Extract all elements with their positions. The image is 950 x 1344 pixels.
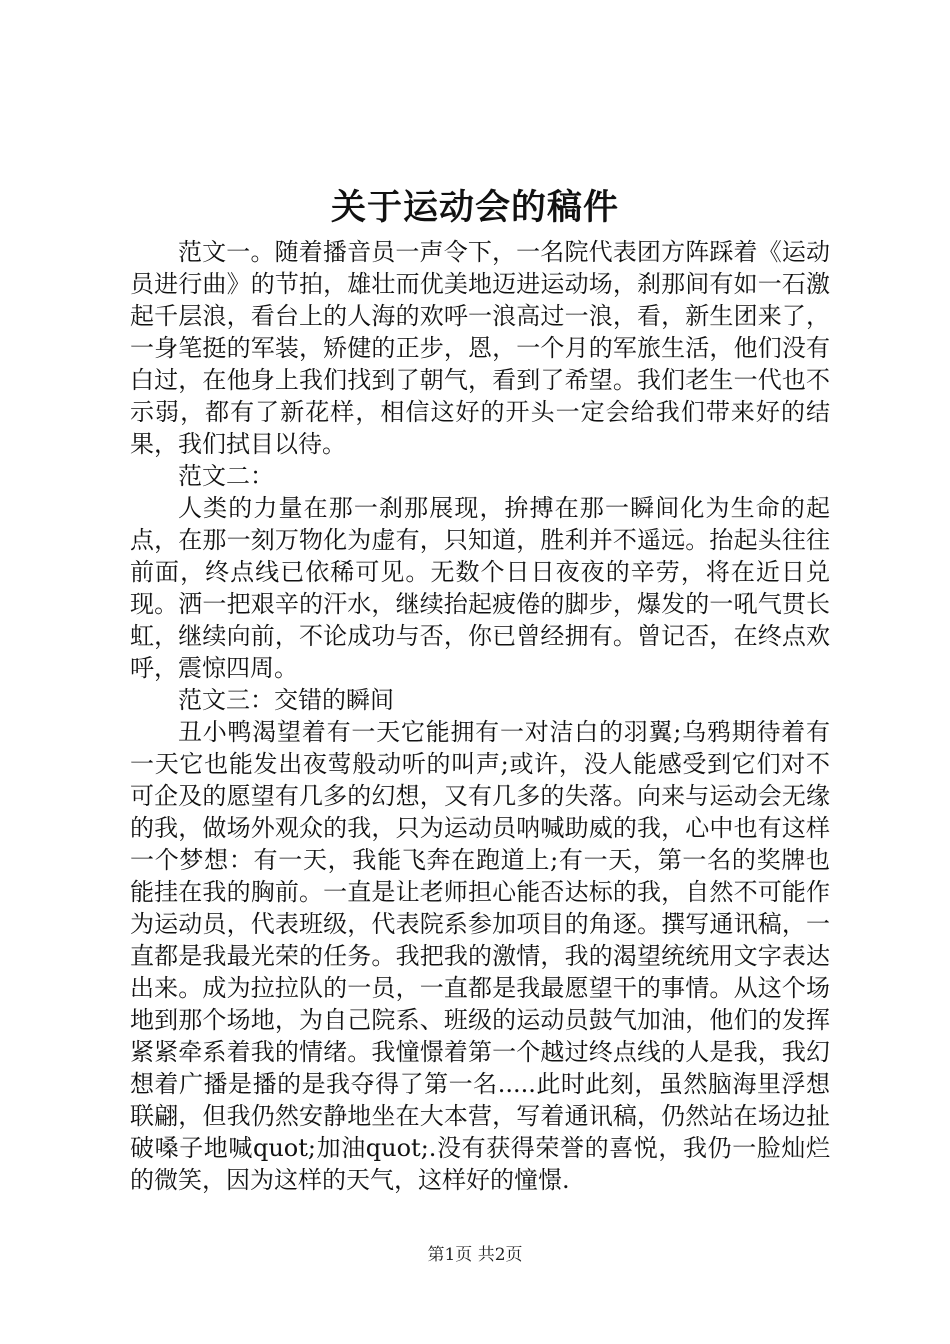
page-number-footer: 第1页 共2页 (427, 1245, 523, 1265)
heading-sample-two: 范文二： (178, 462, 274, 490)
document-title: 关于运动会的稿件 (330, 187, 619, 228)
paragraph-sample-three: 丑小鸭渴望着有一天它能拥有一对洁白的羽翼;乌鸦期待着有一天它也能发出夜莺般动听的叫声;或许，没人能感受到它们对不可企及的愿望有几多的幻想，又有几多的失落。向来与运动会无缘的我，做场外观众的我，只为运动员呐喊助威的我，心中也有这样一个梦想：有一天，我能飞奔在跑道上;有一天，第一名的奖牌也能挂在我的胸前。一直是让老师担心能否达标的我，自然不可能作为运动员，代表班级，代表院系参加项目的角逐。撰写通讯稿，一直都是我最光荣的任务。我把我的激情，我的渴望统统用文字表达出来。成为拉拉队的一员，一直都是我最愿望干的事情。从这个场地到那个场地，为自己院系、班级的运动员鼓气加油，他们的发挥紧紧牵系着我的情绪。我憧憬着第一个越过终点线的人是我，我幻想着广播是播的是我夺得了第一名.....此时此刻，虽然脑海里浮想联翩，但我仍然安静地坐在大本营，写着通讯稿，仍然站在场边扯破嗓子地喊quot;加油quot;.没有获得荣誉的喜悦，我仍一脸灿烂的微笑，因为这样的天气，这样好的憧憬. (130, 718, 830, 1194)
paragraph-sample-two: 人类的力量在那一刹那展现，拚搏在那一瞬间化为生命的起点，在那一刻万物化为虚有，只知道，胜利并不遥远。抬起头往往前面，终点线已依稀可见。无数个日日夜夜的辛劳，将在近日兑现。洒一把艰辛的汗水，继续抬起疲倦的脚步，爆发的一吼气贯长虹，继续向前，不论成功与否，你已曾经拥有。曾记否，在终点欢呼，震惊四周。 (130, 494, 830, 682)
heading-sample-three: 范文三：交错的瞬间 (178, 686, 394, 714)
document-body (130, 236, 830, 1196)
paragraph-sample-one: 范文一。随着播音员一声令下，一名院代表团方阵踩着《运动员进行曲》的节拍，雄壮而优美地迈进运动场，刹那间有如一石激起千层浪，看台上的人海的欢呼一浪高过一浪，看，新生团来了，一身笔挺的军装，矫健的正步，恩，一个月的军旅生活，他们没有白过，在他身上我们找到了朝气，看到了希望。我们老生一代也不示弱，都有了新花样，相信这好的开头一定会给我们带来好的结果，我们拭目以待。 (130, 238, 830, 458)
